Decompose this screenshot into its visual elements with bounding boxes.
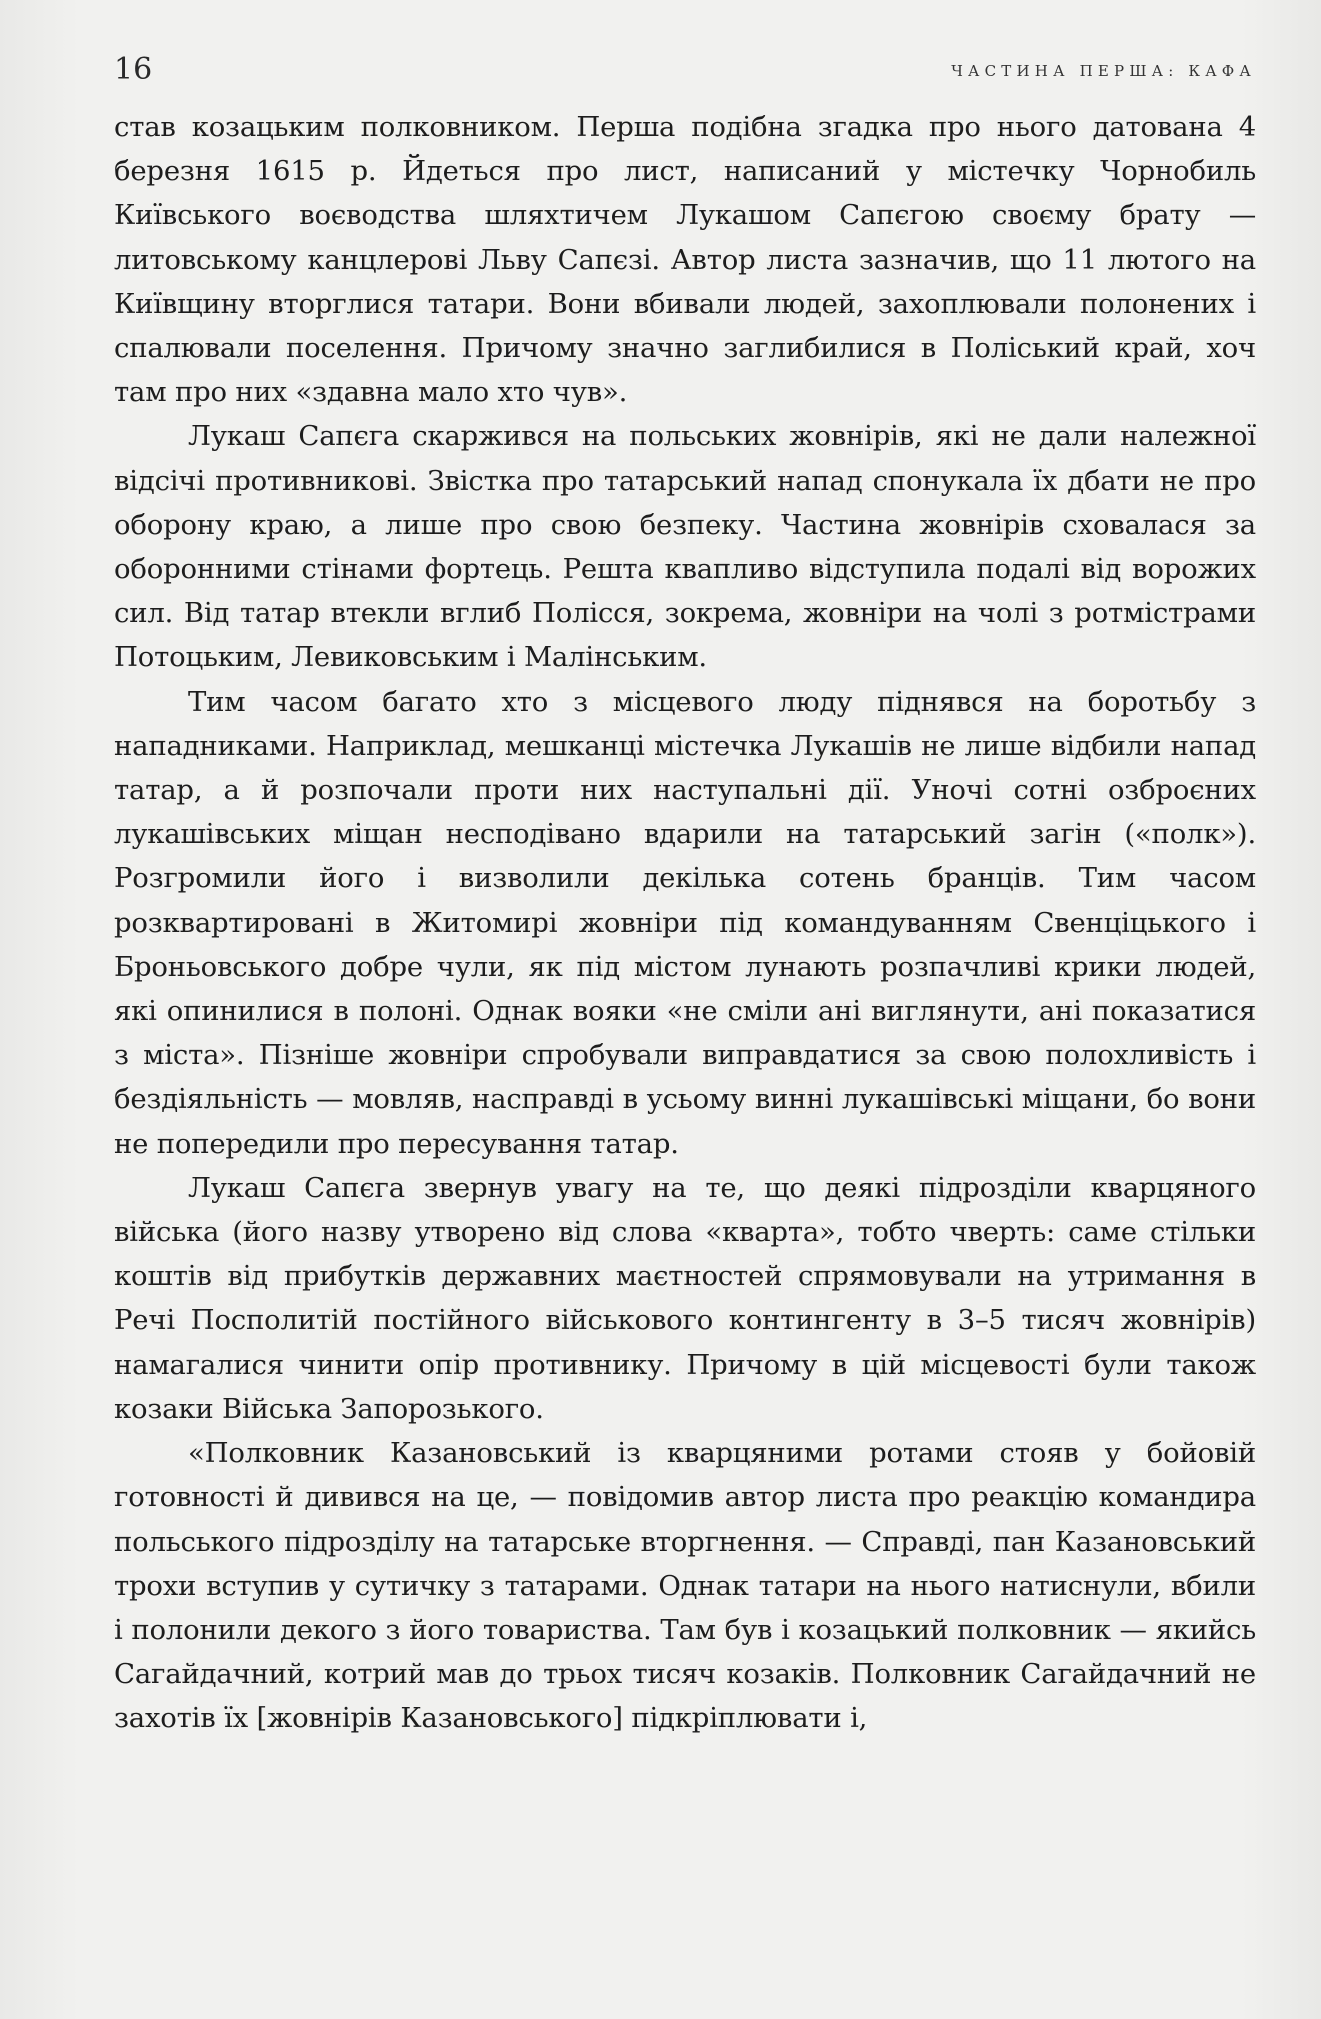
text-body [114, 105, 1256, 1741]
paragraph-5: «Полковник Казановський із кварцяними ротами стояв у бойовій готовності й дивився на це, — повідомив автор листа про реакцію командира польського підрозділу на татарське вторгнення. — Справді, пан Казановський трохи вступив у сутичку з татарами. Однак татари на нього натиснули, вбили і полонили декого з його товариства. Там був і козацький полковник — якийсь Сагайдачний, котрий мав до трьох тисяч козаків. Полковник Сагайдачний не захотів їх [жовнірів Казановського] підкріплювати і, [114, 1437, 1256, 1735]
page-number: 16 [114, 52, 153, 87]
paragraph-4: Лукаш Сапєга звернув увагу на те, що деякі підрозділи кварцяного війська (його назву утворено від слова «кварта», тобто чверть: саме стільки коштів від прибутків державних маєтностей спрямовували на утримання в Речі Посполитій постійного військового контингенту в 3–5 тисяч жовнірів) намагалися чинити опір противнику. Причому в цій місцевості були також козаки Війська Запорозького. [114, 1171, 1256, 1425]
section-title: ЧАСТИНА ПЕРША: КАФА [951, 62, 1256, 80]
paragraph-3: Тим часом багато хто з місцевого люду піднявся на боротьбу з нападниками. Наприклад, мешканці містечка Лукашів не лише відбили напад татар, а й розпочали проти них наступальні дії. Уночі сотні озброєних лукашівських міщан несподівано вдарили на татарський загін («полк»). Розгромили його і визволили декілька сотень бранців. Тим часом розквартировані в Житомирі жовніри під командуванням Свенціцького і Броньовського добре чули, як під містом лунають розпачливі крики людей, які опинилися в полоні. Однак вояки «не сміли ані виглянути, ані показатися з міста». Пізніше жовніри спробували виправдатися за свою полохливість і бездіяльність — мовляв, насправді в усьому винні лукашівські міщани, бо вони не попередили про пересування татар. [114, 685, 1256, 1160]
paragraph-2: Лукаш Сапєга скаржився на польських жовнірів, які не дали належної відсічі противникові. Звістка про татарський напад спонукала їх дбати не про оборону краю, а лише про свою безпеку. Частина жовнірів сховалася за оборонними стінами фортець. Решта квапливо відступила подалі від ворожих сил. Від татар втекли вглиб Полісся, зокрема, жовніри на чолі з ротмістрами Потоцьким, Левиковським і Малінським. [114, 420, 1256, 674]
paragraph-1: став козацьким полковником. Перша подібна згадка про нього датована 4 березня 1615 р. Йдеться про лист, написаний у містечку Чорнобиль Київського воєводства шляхтичем Лукашом Сапєгою своєму брату — литовському канцлерові Льву Сапєзі. Автор листа зазначив, що 11 лютого на Київщину вторглися татари. Вони вбивали людей, захоплювали полонених і спалювали поселення. Причому значно заглибилися в Поліський край, хоч там про них «здавна мало хто чув». [114, 111, 1256, 409]
running-head [114, 50, 1256, 90]
